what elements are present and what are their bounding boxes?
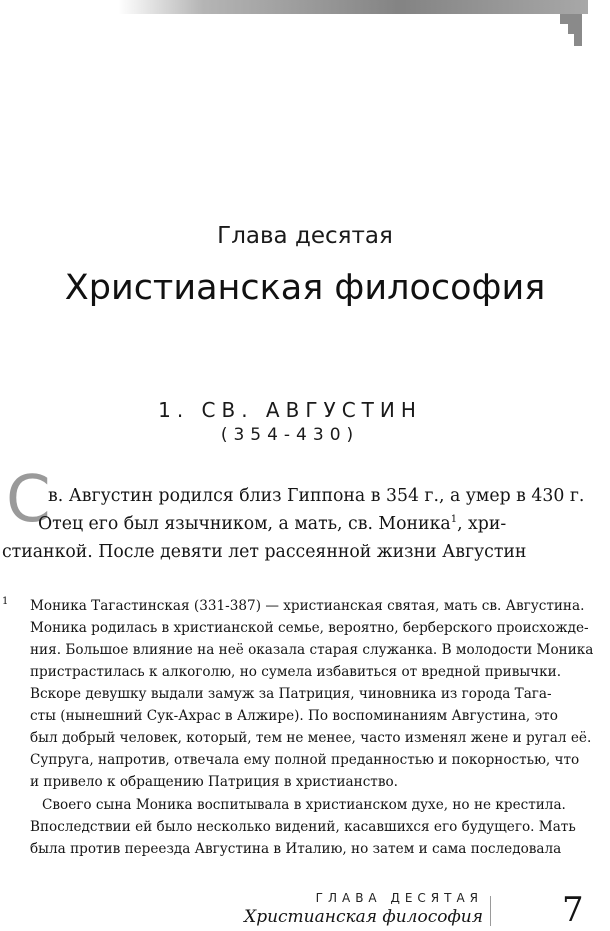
footnote-line: Моника родилась в христианской семье, вероятно, берберского происхожде- [30, 620, 589, 636]
footnote-line: ния. Большое влияние на неё оказала старая служанка. В молодости Моника [30, 642, 594, 658]
section-dates: (354-430) [220, 425, 360, 445]
page-number: 7 [562, 890, 584, 930]
footnote-line: Впоследствии ей было несколько видений, касавшихся его будущего. Мать [30, 819, 576, 835]
body-line-2 [38, 514, 506, 534]
body-line-2-text: Отец его был язычником, а мать, св. Моника [38, 514, 451, 534]
footnote-line: Своего сына Моника воспитывала в христианском духе, но не крестила. [42, 797, 566, 813]
footnote-line: пристрастилась к алкоголю, но сумела избавиться от вредной привычки. [30, 664, 562, 680]
scan-artifact-step [574, 34, 582, 46]
footnote-ref: 1 [450, 514, 458, 525]
scan-artifact-step [560, 14, 582, 24]
footnote-line: была против переезда Августина в Италию, но затем и сама последовала [30, 841, 562, 857]
chapter-title: Христианская философия [64, 268, 546, 308]
drop-cap: С [6, 463, 51, 537]
footnote-marker: 1 [2, 596, 9, 607]
body-line-1: в. Августин родился близ Гиппона в 354 г., а умер в 430 г. [48, 486, 585, 506]
footnote-line: и привело к обращению Патриция в христианство. [30, 774, 398, 790]
footnote-line: сты (нынешний Сук-Ахрас в Алжире). По воспоминаниям Августина, это [30, 708, 558, 724]
scan-artifact-step [568, 24, 582, 34]
chapter-label: Глава десятая [217, 223, 393, 249]
footnote-line: Супруга, напротив, отвечала ему полной преданностью и покорностью, что [30, 752, 580, 768]
running-head: ГЛАВА ДЕСЯТАЯ [315, 891, 483, 905]
footnote-line: Вскоре девушку выдали замуж за Патриция, чиновника из города Тага- [30, 686, 552, 702]
footnote-line: был добрый человек, который, тем не менее, часто изменял жене и ругал её. [30, 730, 592, 746]
scan-artifact-bar [118, 0, 588, 14]
body-line-2-tail: , хри- [457, 514, 507, 534]
section-heading: 1. СВ. АВГУСТИН [158, 398, 422, 422]
running-title: Христианская философия [244, 907, 483, 927]
footnote-line: Моника Тагастинская (331-387) — христианская святая, мать св. Августина. [30, 598, 585, 614]
footer-divider [490, 896, 491, 926]
body-line-3: стианкой. После девяти лет рассеянной жизни Августин [2, 542, 527, 562]
